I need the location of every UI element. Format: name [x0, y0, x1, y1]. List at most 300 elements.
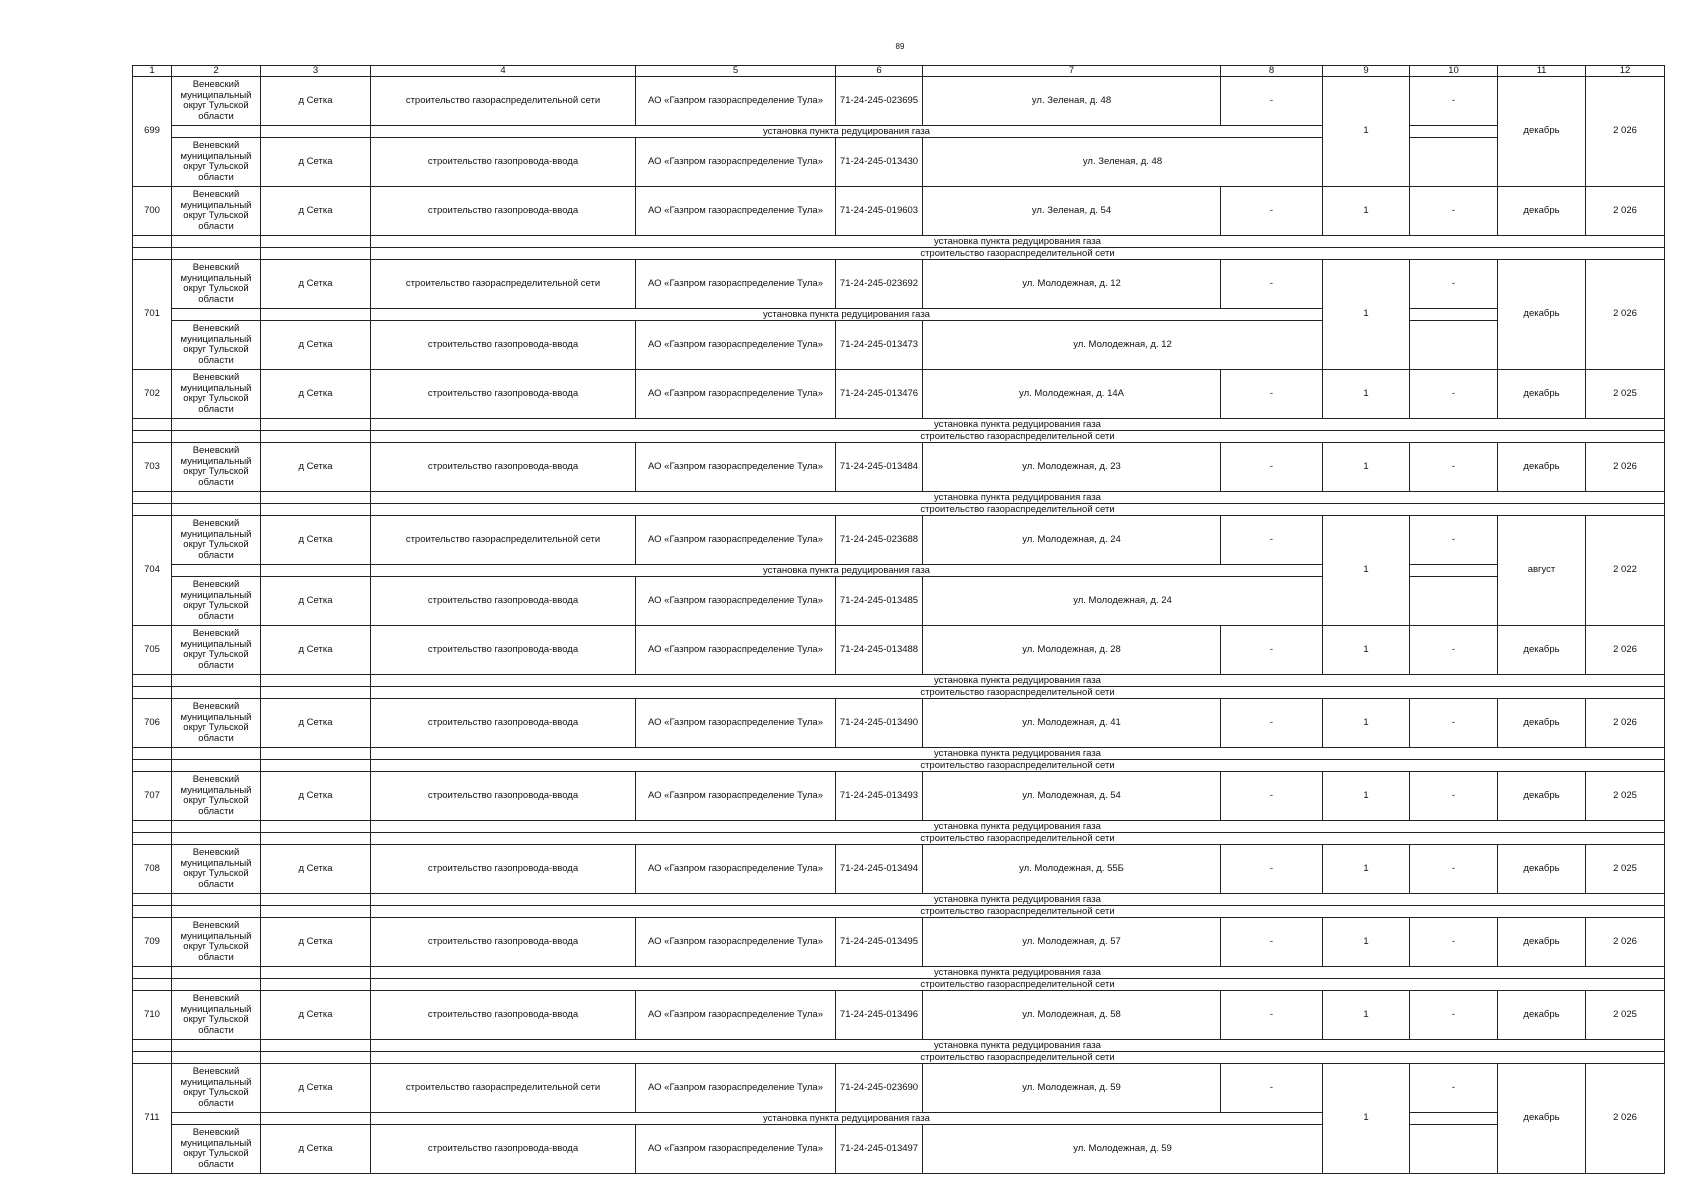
object-code-cell: 71-24-245-013497 — [836, 1125, 923, 1174]
entry-number-cell: 711 — [133, 1064, 172, 1174]
separator-row — [133, 748, 1665, 760]
work-type-cell: строительство газопровода-ввода — [371, 699, 636, 748]
table-row — [133, 370, 1665, 419]
address-cell: ул. Зеленая, д. 48 — [923, 77, 1221, 126]
blank-cell — [133, 1040, 172, 1052]
table-row — [133, 772, 1665, 821]
blank-cell — [133, 236, 172, 248]
table-body — [133, 66, 1665, 1174]
col10-cell: - — [1410, 516, 1498, 565]
separator-label: строительство газораспределительной сети — [371, 504, 1665, 516]
blank-cell — [133, 760, 172, 772]
address-cell: ул. Молодежная, д. 41 — [923, 699, 1221, 748]
column-header: 11 — [1498, 66, 1586, 77]
separator-label: строительство газораспределительной сети — [371, 248, 1665, 260]
object-code-cell: 71-24-245-023690 — [836, 1064, 923, 1113]
table-row — [133, 187, 1665, 236]
object-code-cell: 71-24-245-013495 — [836, 918, 923, 967]
month-cell: декабрь — [1498, 845, 1586, 894]
month-cell: декабрь — [1498, 260, 1586, 370]
table-row — [133, 991, 1665, 1040]
month-cell: декабрь — [1498, 443, 1586, 492]
organization-cell: АО «Газпром газораспределение Тула» — [636, 370, 836, 419]
table-row — [133, 126, 1665, 138]
blank-cell — [261, 687, 371, 699]
month-cell: декабрь — [1498, 187, 1586, 236]
column-header: 4 — [371, 66, 636, 77]
entry-number-cell: 708 — [133, 845, 172, 894]
col8-cell: - — [1221, 772, 1323, 821]
blank-cell — [133, 675, 172, 687]
count-cell: 1 — [1323, 443, 1410, 492]
month-cell: декабрь — [1498, 370, 1586, 419]
col8-cell: - — [1221, 845, 1323, 894]
work-type-cell: строительство газопровода-ввода — [371, 577, 636, 626]
col8-cell: - — [1221, 77, 1323, 126]
blank-cell — [1410, 309, 1498, 321]
work-type-cell: строительство газораспределительной сети — [371, 516, 636, 565]
col10-cell — [1410, 1125, 1498, 1174]
district-cell: Веневский муниципальный округ Тульской области — [172, 370, 261, 419]
blank-cell — [133, 833, 172, 845]
year-cell: 2 026 — [1586, 918, 1665, 967]
separator-row — [133, 248, 1665, 260]
object-code-cell: 71-24-245-013476 — [836, 370, 923, 419]
district-cell: Веневский муниципальный округ Тульской области — [172, 187, 261, 236]
year-cell: 2 026 — [1586, 260, 1665, 370]
blank-cell — [133, 492, 172, 504]
separator-label: строительство газораспределительной сети — [371, 906, 1665, 918]
blank-cell — [261, 236, 371, 248]
entry-number-cell: 707 — [133, 772, 172, 821]
blank-cell — [261, 760, 371, 772]
district-cell: Веневский муниципальный округ Тульской области — [172, 772, 261, 821]
col10-cell: - — [1410, 699, 1498, 748]
work-type-cell: строительство газопровода-ввода — [371, 918, 636, 967]
column-header: 7 — [923, 66, 1221, 77]
column-header: 1 — [133, 66, 172, 77]
blank-cell — [261, 1113, 371, 1125]
year-cell: 2 026 — [1586, 699, 1665, 748]
sub-item-label: установка пункта редуцирования газа — [371, 565, 1323, 577]
blank-cell — [261, 833, 371, 845]
district-cell: Веневский муниципальный округ Тульской области — [172, 626, 261, 675]
count-cell: 1 — [1323, 1064, 1410, 1174]
work-type-cell: строительство газопровода-ввода — [371, 138, 636, 187]
col10-cell: - — [1410, 370, 1498, 419]
district-cell: Веневский муниципальный округ Тульской области — [172, 1125, 261, 1174]
separator-label: установка пункта редуцирования газа — [371, 675, 1665, 687]
locality-cell: д Сетка — [261, 187, 371, 236]
district-cell: Веневский муниципальный округ Тульской области — [172, 1064, 261, 1113]
organization-cell: АО «Газпром газораспределение Тула» — [636, 991, 836, 1040]
object-code-cell: 71-24-245-013494 — [836, 845, 923, 894]
blank-cell — [1410, 565, 1498, 577]
sub-item-label: установка пункта редуцирования газа — [371, 309, 1323, 321]
year-cell: 2 022 — [1586, 516, 1665, 626]
blank-cell — [261, 126, 371, 138]
table-row — [133, 577, 1665, 626]
separator-label: установка пункта редуцирования газа — [371, 492, 1665, 504]
col10-cell: - — [1410, 187, 1498, 236]
locality-cell: д Сетка — [261, 577, 371, 626]
month-cell: декабрь — [1498, 699, 1586, 748]
col8-cell: - — [1221, 187, 1323, 236]
object-code-cell: 71-24-245-013488 — [836, 626, 923, 675]
address-cell: ул. Зеленая, д. 54 — [923, 187, 1221, 236]
count-cell: 1 — [1323, 77, 1410, 187]
table-row — [133, 1125, 1665, 1174]
object-code-cell: 71-24-245-013496 — [836, 991, 923, 1040]
column-header: 2 — [172, 66, 261, 77]
gas-works-register-table — [132, 65, 1665, 1174]
blank-cell — [133, 248, 172, 260]
locality-cell: д Сетка — [261, 699, 371, 748]
month-cell: декабрь — [1498, 1064, 1586, 1174]
table-row — [133, 918, 1665, 967]
count-cell: 1 — [1323, 772, 1410, 821]
address-cell: ул. Молодежная, д. 12 — [923, 321, 1323, 370]
object-code-cell: 71-24-245-023688 — [836, 516, 923, 565]
address-cell: ул. Молодежная, д. 14А — [923, 370, 1221, 419]
organization-cell: АО «Газпром газораспределение Тула» — [636, 1125, 836, 1174]
locality-cell: д Сетка — [261, 321, 371, 370]
work-type-cell: строительство газопровода-ввода — [371, 772, 636, 821]
separator-label: установка пункта редуцирования газа — [371, 821, 1665, 833]
work-type-cell: строительство газораспределительной сети — [371, 260, 636, 309]
col10-cell: - — [1410, 626, 1498, 675]
separator-row — [133, 833, 1665, 845]
blank-cell — [261, 492, 371, 504]
count-cell: 1 — [1323, 370, 1410, 419]
blank-cell — [261, 431, 371, 443]
year-cell: 2 025 — [1586, 772, 1665, 821]
year-cell: 2 026 — [1586, 77, 1665, 187]
object-code-cell: 71-24-245-013484 — [836, 443, 923, 492]
separator-label: строительство газораспределительной сети — [371, 979, 1665, 991]
locality-cell: д Сетка — [261, 443, 371, 492]
blank-cell — [261, 748, 371, 760]
count-cell: 1 — [1323, 918, 1410, 967]
table-row — [133, 516, 1665, 565]
column-header: 12 — [1586, 66, 1665, 77]
column-header: 3 — [261, 66, 371, 77]
month-cell: декабрь — [1498, 77, 1586, 187]
work-type-cell: строительство газопровода-ввода — [371, 187, 636, 236]
blank-cell — [261, 906, 371, 918]
entry-number-cell: 699 — [133, 77, 172, 187]
district-cell: Веневский муниципальный округ Тульской области — [172, 918, 261, 967]
year-cell: 2 026 — [1586, 1064, 1665, 1174]
locality-cell: д Сетка — [261, 260, 371, 309]
locality-cell: д Сетка — [261, 991, 371, 1040]
count-cell: 1 — [1323, 991, 1410, 1040]
separator-label: установка пункта редуцирования газа — [371, 967, 1665, 979]
blank-cell — [172, 821, 261, 833]
blank-cell — [1410, 126, 1498, 138]
count-cell: 1 — [1323, 626, 1410, 675]
month-cell: декабрь — [1498, 918, 1586, 967]
sub-item-label: установка пункта редуцирования газа — [371, 1113, 1323, 1125]
address-cell: ул. Молодежная, д. 23 — [923, 443, 1221, 492]
district-cell: Веневский муниципальный округ Тульской области — [172, 577, 261, 626]
blank-cell — [172, 833, 261, 845]
blank-cell — [133, 821, 172, 833]
blank-cell — [172, 565, 261, 577]
address-cell: ул. Молодежная, д. 58 — [923, 991, 1221, 1040]
blank-cell — [133, 687, 172, 699]
separator-label: установка пункта редуцирования газа — [371, 419, 1665, 431]
address-cell: ул. Молодежная, д. 54 — [923, 772, 1221, 821]
year-cell: 2 026 — [1586, 187, 1665, 236]
blank-cell — [172, 979, 261, 991]
object-code-cell: 71-24-245-023695 — [836, 77, 923, 126]
col10-cell — [1410, 138, 1498, 187]
separator-label: установка пункта редуцирования газа — [371, 1040, 1665, 1052]
blank-cell — [172, 492, 261, 504]
blank-cell — [133, 979, 172, 991]
blank-cell — [172, 967, 261, 979]
month-cell: декабрь — [1498, 772, 1586, 821]
blank-cell — [261, 504, 371, 516]
count-cell: 1 — [1323, 516, 1410, 626]
blank-cell — [172, 1052, 261, 1064]
entry-number-cell: 710 — [133, 991, 172, 1040]
locality-cell: д Сетка — [261, 1125, 371, 1174]
col8-cell: - — [1221, 991, 1323, 1040]
col8-cell: - — [1221, 918, 1323, 967]
blank-cell — [172, 675, 261, 687]
address-cell: ул. Молодежная, д. 57 — [923, 918, 1221, 967]
blank-cell — [133, 431, 172, 443]
blank-cell — [172, 248, 261, 260]
col10-cell: - — [1410, 845, 1498, 894]
work-type-cell: строительство газопровода-ввода — [371, 370, 636, 419]
col8-cell: - — [1221, 370, 1323, 419]
blank-cell — [133, 419, 172, 431]
separator-row — [133, 979, 1665, 991]
count-cell: 1 — [1323, 187, 1410, 236]
object-code-cell: 71-24-245-023692 — [836, 260, 923, 309]
separator-row — [133, 894, 1665, 906]
blank-cell — [172, 894, 261, 906]
col8-cell: - — [1221, 260, 1323, 309]
entry-number-cell: 705 — [133, 626, 172, 675]
separator-row — [133, 967, 1665, 979]
address-cell: ул. Молодежная, д. 28 — [923, 626, 1221, 675]
blank-cell — [261, 821, 371, 833]
column-header: 5 — [636, 66, 836, 77]
blank-cell — [172, 748, 261, 760]
work-type-cell: строительство газопровода-ввода — [371, 991, 636, 1040]
blank-cell — [261, 894, 371, 906]
locality-cell: д Сетка — [261, 845, 371, 894]
blank-cell — [172, 504, 261, 516]
district-cell: Веневский муниципальный округ Тульской области — [172, 260, 261, 309]
col10-cell: - — [1410, 1064, 1498, 1113]
organization-cell: АО «Газпром газораспределение Тула» — [636, 772, 836, 821]
blank-cell — [172, 906, 261, 918]
year-cell: 2 025 — [1586, 370, 1665, 419]
year-cell: 2 026 — [1586, 443, 1665, 492]
blank-cell — [1410, 1113, 1498, 1125]
page-number: 89 — [895, 42, 905, 51]
object-code-cell: 71-24-245-013430 — [836, 138, 923, 187]
address-cell: ул. Молодежная, д. 55Б — [923, 845, 1221, 894]
sub-item-label: установка пункта редуцирования газа — [371, 126, 1323, 138]
organization-cell: АО «Газпром газораспределение Тула» — [636, 321, 836, 370]
blank-cell — [261, 1040, 371, 1052]
blank-cell — [172, 1113, 261, 1125]
separator-label: строительство газораспределительной сети — [371, 687, 1665, 699]
col10-cell: - — [1410, 772, 1498, 821]
column-header: 8 — [1221, 66, 1323, 77]
separator-label: установка пункта редуцирования газа — [371, 236, 1665, 248]
count-cell: 1 — [1323, 845, 1410, 894]
separator-row — [133, 504, 1665, 516]
year-cell: 2 025 — [1586, 991, 1665, 1040]
separator-label: установка пункта редуцирования газа — [371, 748, 1665, 760]
entry-number-cell: 706 — [133, 699, 172, 748]
object-code-cell: 71-24-245-019603 — [836, 187, 923, 236]
separator-row — [133, 821, 1665, 833]
organization-cell: АО «Газпром газораспределение Тула» — [636, 187, 836, 236]
blank-cell — [172, 1040, 261, 1052]
address-cell: ул. Молодежная, д. 24 — [923, 577, 1323, 626]
col8-cell: - — [1221, 626, 1323, 675]
table-row — [133, 1113, 1665, 1125]
table-row — [133, 138, 1665, 187]
blank-cell — [172, 309, 261, 321]
separator-row — [133, 760, 1665, 772]
district-cell: Веневский муниципальный округ Тульской области — [172, 845, 261, 894]
year-cell: 2 026 — [1586, 626, 1665, 675]
separator-row — [133, 675, 1665, 687]
blank-cell — [172, 431, 261, 443]
column-header-row — [133, 66, 1665, 77]
locality-cell: д Сетка — [261, 1064, 371, 1113]
blank-cell — [261, 309, 371, 321]
organization-cell: АО «Газпром газораспределение Тула» — [636, 443, 836, 492]
work-type-cell: строительство газопровода-ввода — [371, 321, 636, 370]
entry-number-cell: 702 — [133, 370, 172, 419]
separator-row — [133, 1040, 1665, 1052]
district-cell: Веневский муниципальный округ Тульской области — [172, 443, 261, 492]
table-row — [133, 260, 1665, 309]
blank-cell — [261, 967, 371, 979]
blank-cell — [172, 126, 261, 138]
object-code-cell: 71-24-245-013490 — [836, 699, 923, 748]
blank-cell — [172, 687, 261, 699]
district-cell: Веневский муниципальный округ Тульской области — [172, 699, 261, 748]
count-cell: 1 — [1323, 260, 1410, 370]
separator-row — [133, 1052, 1665, 1064]
locality-cell: д Сетка — [261, 370, 371, 419]
district-cell: Веневский муниципальный округ Тульской области — [172, 77, 261, 126]
organization-cell: АО «Газпром газораспределение Тула» — [636, 626, 836, 675]
blank-cell — [261, 419, 371, 431]
organization-cell: АО «Газпром газораспределение Тула» — [636, 260, 836, 309]
separator-label: строительство газораспределительной сети — [371, 760, 1665, 772]
organization-cell: АО «Газпром газораспределение Тула» — [636, 77, 836, 126]
work-type-cell: строительство газопровода-ввода — [371, 1125, 636, 1174]
organization-cell: АО «Газпром газораспределение Тула» — [636, 699, 836, 748]
blank-cell — [261, 248, 371, 260]
district-cell: Веневский муниципальный округ Тульской области — [172, 991, 261, 1040]
work-type-cell: строительство газораспределительной сети — [371, 1064, 636, 1113]
locality-cell: д Сетка — [261, 918, 371, 967]
table-row — [133, 77, 1665, 126]
table-row — [133, 565, 1665, 577]
locality-cell: д Сетка — [261, 516, 371, 565]
organization-cell: АО «Газпром газораспределение Тула» — [636, 845, 836, 894]
col10-cell — [1410, 321, 1498, 370]
column-header: 9 — [1323, 66, 1410, 77]
separator-row — [133, 492, 1665, 504]
entry-number-cell: 703 — [133, 443, 172, 492]
blank-cell — [261, 979, 371, 991]
column-header: 6 — [836, 66, 923, 77]
district-cell: Веневский муниципальный округ Тульской области — [172, 138, 261, 187]
district-cell: Веневский муниципальный округ Тульской области — [172, 516, 261, 565]
blank-cell — [261, 565, 371, 577]
organization-cell: АО «Газпром газораспределение Тула» — [636, 138, 836, 187]
organization-cell: АО «Газпром газораспределение Тула» — [636, 918, 836, 967]
separator-row — [133, 906, 1665, 918]
locality-cell: д Сетка — [261, 138, 371, 187]
district-cell: Веневский муниципальный округ Тульской области — [172, 321, 261, 370]
blank-cell — [133, 1052, 172, 1064]
organization-cell: АО «Газпром газораспределение Тула» — [636, 516, 836, 565]
blank-cell — [261, 1052, 371, 1064]
blank-cell — [133, 906, 172, 918]
entry-number-cell: 700 — [133, 187, 172, 236]
address-cell: ул. Молодежная, д. 59 — [923, 1125, 1323, 1174]
object-code-cell: 71-24-245-013493 — [836, 772, 923, 821]
entry-number-cell: 709 — [133, 918, 172, 967]
column-header: 10 — [1410, 66, 1498, 77]
entry-number-cell: 704 — [133, 516, 172, 626]
separator-label: установка пункта редуцирования газа — [371, 894, 1665, 906]
blank-cell — [172, 419, 261, 431]
separator-row — [133, 431, 1665, 443]
table-row — [133, 443, 1665, 492]
col10-cell: - — [1410, 918, 1498, 967]
year-cell: 2 025 — [1586, 845, 1665, 894]
work-type-cell: строительство газопровода-ввода — [371, 845, 636, 894]
separator-row — [133, 236, 1665, 248]
separator-label: строительство газораспределительной сети — [371, 833, 1665, 845]
table-row — [133, 309, 1665, 321]
month-cell: декабрь — [1498, 626, 1586, 675]
blank-cell — [133, 967, 172, 979]
month-cell: август — [1498, 516, 1586, 626]
col10-cell: - — [1410, 260, 1498, 309]
separator-row — [133, 687, 1665, 699]
blank-cell — [172, 236, 261, 248]
work-type-cell: строительство газораспределительной сети — [371, 77, 636, 126]
blank-cell — [133, 894, 172, 906]
blank-cell — [261, 675, 371, 687]
col8-cell: - — [1221, 699, 1323, 748]
col10-cell: - — [1410, 77, 1498, 126]
col8-cell: - — [1221, 516, 1323, 565]
col8-cell: - — [1221, 443, 1323, 492]
col10-cell: - — [1410, 443, 1498, 492]
table-row — [133, 1064, 1665, 1113]
address-cell: ул. Молодежная, д. 24 — [923, 516, 1221, 565]
table-row — [133, 845, 1665, 894]
